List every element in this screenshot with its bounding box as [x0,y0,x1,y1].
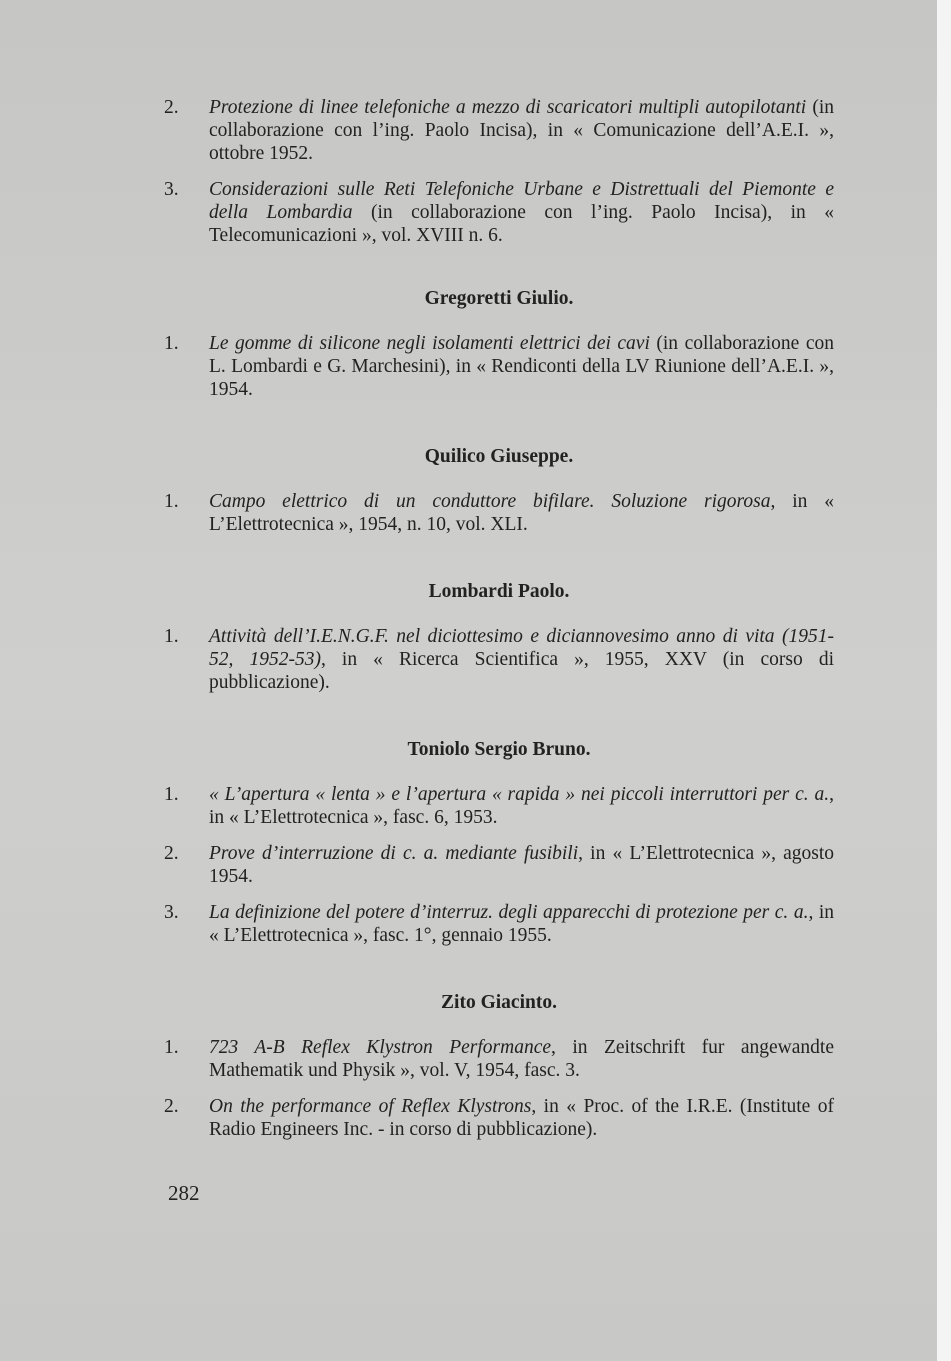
entry-details: , in « Proc. of the I.R.E. (Institute of Radio Engineers Inc. - in corso di pubblicazione). [209,1096,834,1140]
bibliography-entry [164,625,834,694]
bibliography-entry [164,1095,834,1141]
entry-number: 1. [164,491,179,512]
entry-number: 2. [164,843,179,864]
bibliography-entry [164,178,834,247]
entry-details: (in collaborazione con L. Lombardi e G. Marchesini), in « Rendiconti della LV Riunione dell’A.E.I. », 1954. [209,333,835,400]
entry-details: , in « L’Elettrotecnica », agosto 1954. [209,843,835,887]
entry-number: 2. [164,1096,179,1117]
entry-number: 2. [164,97,179,118]
entry-title: La definizione del potere d’interruz. degli apparecchi di protezione per c. a. [209,902,809,923]
entry-number: 3. [164,902,179,923]
entry-title: Campo elettrico di un conduttore bifilare. Soluzione rigorosa [209,491,771,512]
author-heading: Zito Giacinto. [441,992,557,1013]
author-heading: Quilico Giuseppe. [424,446,574,467]
entry-title: Attività dell’I.E.N.G.F. nel diciottesimo e diciannovesimo anno di vita (1951-52, 1952-53) [209,626,834,670]
entry-number: 3. [164,179,179,200]
page-edge [937,0,951,1361]
bibliography-entry [164,1036,834,1082]
entry-title: Protezione di linee telefoniche a mezzo di scaricatori multipli autopilotanti [209,97,807,118]
page-number: 282 [168,1181,200,1205]
author-heading: Gregoretti Giulio. [424,288,574,309]
entry-number: 1. [164,333,179,354]
entry-details: , in « L’Elettrotecnica », 1954, n. 10, vol. XLI. [209,491,834,535]
author-heading: Lombardi Paolo. [428,581,570,602]
entry-number: 1. [164,1037,179,1058]
entry-title: « L’apertura « lenta » e l’apertura « rapida » nei piccoli interruttori per c. a. [209,784,830,805]
entry-title: Le gomme di silicone negli isolamenti elettrici dei cavi [209,333,650,354]
entry-details: (in collaborazione con l’ing. Paolo Incisa), in « Comunicazione dell’A.E.I. », ottobre 1952. [209,97,834,164]
bibliography-entry [164,901,834,947]
entry-details: , in « L’Elettrotecnica », fasc. 1°, gennaio 1955. [209,902,835,946]
bibliography-entry [164,842,834,888]
entry-details: , in « Ricerca Scientifica », 1955, XXV (in corso di pubblicazione). [209,649,834,693]
bibliography-entry [164,332,834,401]
bibliography-list [164,96,834,1154]
entry-details: , in Zeitschrift fur angewandte Mathematik und Physik », vol. V, 1954, fasc. 3. [209,1037,834,1081]
bibliography-entry [164,783,834,829]
entry-title: Prove d’interruzione di c. a. mediante fusibili [209,843,579,864]
bibliography-entry [164,96,834,165]
bibliography-entry [164,490,834,536]
entry-number: 1. [164,784,179,805]
entry-title: Considerazioni sulle Reti Telefoniche Urbane e Distrettuali del Piemonte e della Lombardia [209,179,834,223]
entry-title: 723 A-B Reflex Klystron Performance [209,1037,552,1058]
author-heading: Toniolo Sergio Bruno. [407,739,591,760]
entry-details: (in collaborazione con l’ing. Paolo Incisa), in « Telecomunicazioni », vol. XVIII n. 6. [209,202,834,246]
entry-number: 1. [164,626,179,647]
entry-title: On the performance of Reflex Klystrons [209,1096,532,1117]
entry-details: , in « L’Elettrotecnica », fasc. 6, 1953. [209,784,834,828]
